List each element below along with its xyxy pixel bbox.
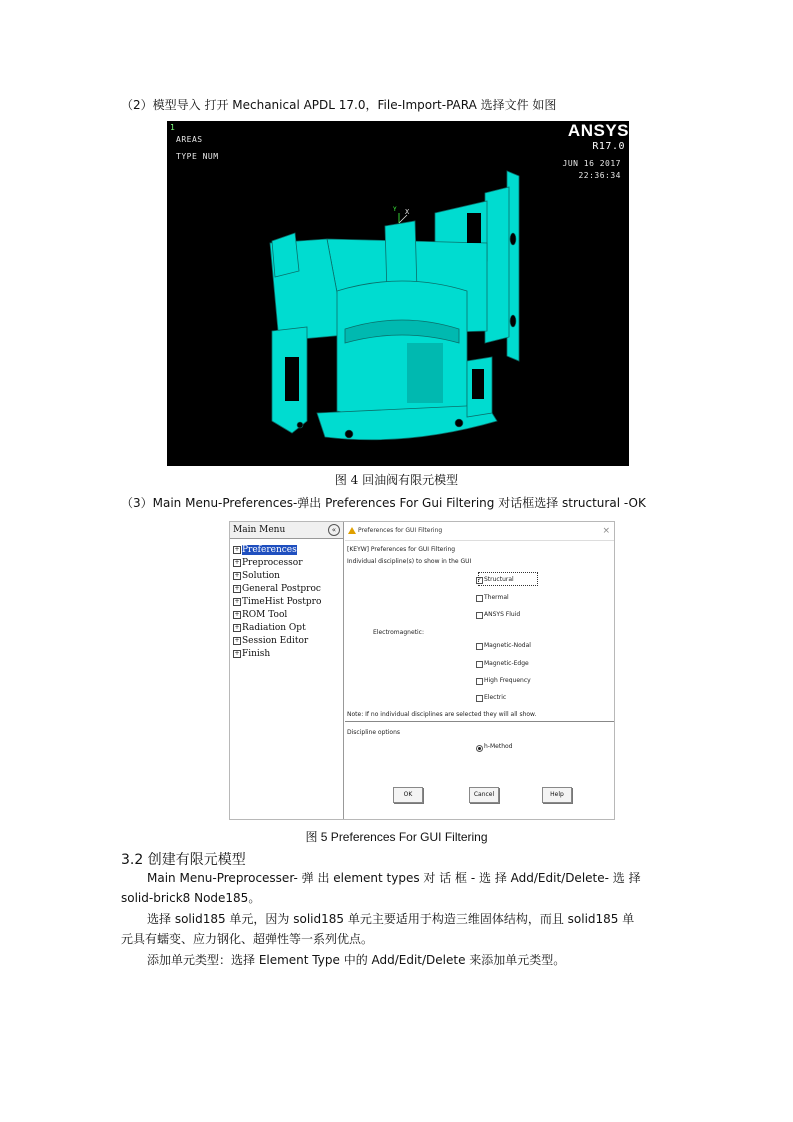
dialog-divider xyxy=(345,721,614,722)
expand-icon[interactable]: + xyxy=(234,623,240,631)
expand-icon[interactable]: + xyxy=(234,649,240,657)
valve-model-drawing xyxy=(167,121,629,466)
checkbox[interactable] xyxy=(476,661,483,668)
checkbox-label: Thermal xyxy=(484,594,509,601)
electromagnetic-label: Electromagnetic: xyxy=(373,629,424,636)
main-menu-item[interactable] xyxy=(233,583,321,595)
dialog-subheading: Individual discipline(s) to show in the GUI xyxy=(347,558,472,565)
checkbox[interactable] xyxy=(476,612,483,619)
left-top-tab xyxy=(272,233,299,277)
main-menu-item[interactable] xyxy=(233,622,306,634)
expand-icon[interactable]: + xyxy=(234,571,240,579)
checkbox[interactable]: ✓ xyxy=(477,577,482,583)
ansys-date: JUN 16 2017 xyxy=(562,159,621,168)
main-menu-item[interactable] xyxy=(233,570,280,582)
checkbox[interactable] xyxy=(476,595,483,602)
dialog-note: Note: If no individual disciplines are selected they will all show. xyxy=(347,711,537,718)
cancel-button[interactable]: Cancel xyxy=(469,787,499,803)
main-menu-item[interactable] xyxy=(233,544,297,556)
checkbox-label: Magnetic-Nodal xyxy=(484,642,531,649)
ansys-version: R17.0 xyxy=(592,141,625,152)
paragraph-2-line-2: 元具有蠕变、应力钢化、超弹性等一系列优点。 xyxy=(121,932,374,946)
checkbox[interactable] xyxy=(476,695,483,702)
label-type-num: TYPE NUM xyxy=(176,152,219,161)
axis-x-label: X xyxy=(405,208,410,216)
ok-button[interactable]: OK xyxy=(393,787,423,803)
discipline-options-label: Discipline options xyxy=(347,729,401,736)
paragraph-2-line-1: 选择 solid185 单元，因为 solid185 单元主要适用于构造三维固体结构，而且 solid185 单 xyxy=(147,912,635,926)
h-method-radio[interactable] xyxy=(476,745,483,752)
collapse-icon[interactable]: « xyxy=(328,524,340,536)
section-3-text: （3）Main Menu-Preferences-弹出 Preferences For Gui Filtering 对话框选择 structural -OK xyxy=(121,496,646,510)
main-menu-item-label: TimeHist Postpro xyxy=(242,597,322,607)
axis-y-label: Y xyxy=(393,206,397,213)
label-areas: AREAS xyxy=(176,135,203,144)
main-menu-item-label: Preferences xyxy=(242,545,297,555)
paragraph-3: 添加单元类型：选择 Element Type 中的 Add/Edit/Delete 来添加单元类型。 xyxy=(147,953,566,967)
help-button[interactable]: Help xyxy=(542,787,572,803)
main-menu-item-label: Solution xyxy=(242,571,280,581)
expand-icon[interactable]: + xyxy=(234,545,240,553)
preferences-dialog xyxy=(345,522,614,819)
main-menu-item[interactable] xyxy=(233,557,303,569)
checkbox-label: Structural xyxy=(484,576,514,583)
main-menu-item-label: Radiation Opt xyxy=(242,623,306,633)
dialog-heading: [KEYW] Preferences for GUI Filtering xyxy=(347,546,456,553)
figure-5-caption: 图 5 Preferences For GUI Filtering xyxy=(305,830,488,844)
main-menu-item[interactable] xyxy=(233,609,287,621)
expand-icon[interactable]: + xyxy=(234,610,240,618)
section-2-text: （2）模型导入 打开 Mechanical APDL 17.0，File-Import-PARA 选择文件 如图 xyxy=(121,98,557,112)
main-menu-item-label: Session Editor xyxy=(242,636,309,646)
dialog-title-bar xyxy=(345,522,614,541)
checkbox-label: Magnetic-Edge xyxy=(484,660,529,667)
main-menu-item-label: Preprocessor xyxy=(242,558,303,568)
ansys-time: 22:36:34 xyxy=(578,171,621,180)
main-menu-item-label: General Postproc xyxy=(242,584,321,594)
main-menu-panel xyxy=(230,522,344,819)
expand-icon[interactable]: + xyxy=(234,558,240,566)
dialog-title: Preferences for GUI Filtering xyxy=(358,527,443,534)
h-method-label: h-Method xyxy=(484,743,513,750)
right-flange-face xyxy=(485,187,509,343)
main-menu-item[interactable] xyxy=(233,596,321,608)
paragraph-1-line-1: Main Menu-Preprocesser- 弹 出 element types 对 话 框 - 选 择 Add/Edit/Delete- 选 择 xyxy=(147,871,641,885)
ansys-gui-screenshot xyxy=(229,521,615,820)
close-icon[interactable]: × xyxy=(602,526,610,536)
expand-icon[interactable]: + xyxy=(234,597,240,605)
focus-rectangle xyxy=(478,572,538,586)
ansys-warning-icon xyxy=(348,527,356,534)
paragraph-1-line-2: solid-brick8 Node185。 xyxy=(121,891,261,905)
checkbox-label: ANSYS Fluid xyxy=(484,611,521,618)
main-menu-item-label: ROM Tool xyxy=(242,610,288,620)
main-menu-item[interactable] xyxy=(233,648,270,660)
center-cylinder xyxy=(337,281,467,419)
figure-4-caption: 图 4 回油阀有限元模型 xyxy=(334,473,459,487)
main-menu-item[interactable] xyxy=(233,635,308,647)
window-number: 1 xyxy=(170,123,176,132)
main-menu-item-label: Finish xyxy=(242,649,271,659)
checkbox[interactable] xyxy=(476,643,483,650)
checkbox-label: High Frequency xyxy=(484,677,531,684)
checkbox[interactable] xyxy=(476,678,483,685)
checkbox-label: Electric xyxy=(484,694,507,701)
ansys-viewport xyxy=(167,121,629,466)
expand-icon[interactable]: + xyxy=(234,636,240,644)
expand-icon[interactable]: + xyxy=(234,584,240,592)
main-menu-title-bar xyxy=(230,522,343,539)
ansys-logo: ANSYS xyxy=(567,121,629,140)
section-3-2-heading: 3.2 创建有限元模型 xyxy=(121,852,246,868)
main-menu-title: Main Menu xyxy=(233,525,286,535)
